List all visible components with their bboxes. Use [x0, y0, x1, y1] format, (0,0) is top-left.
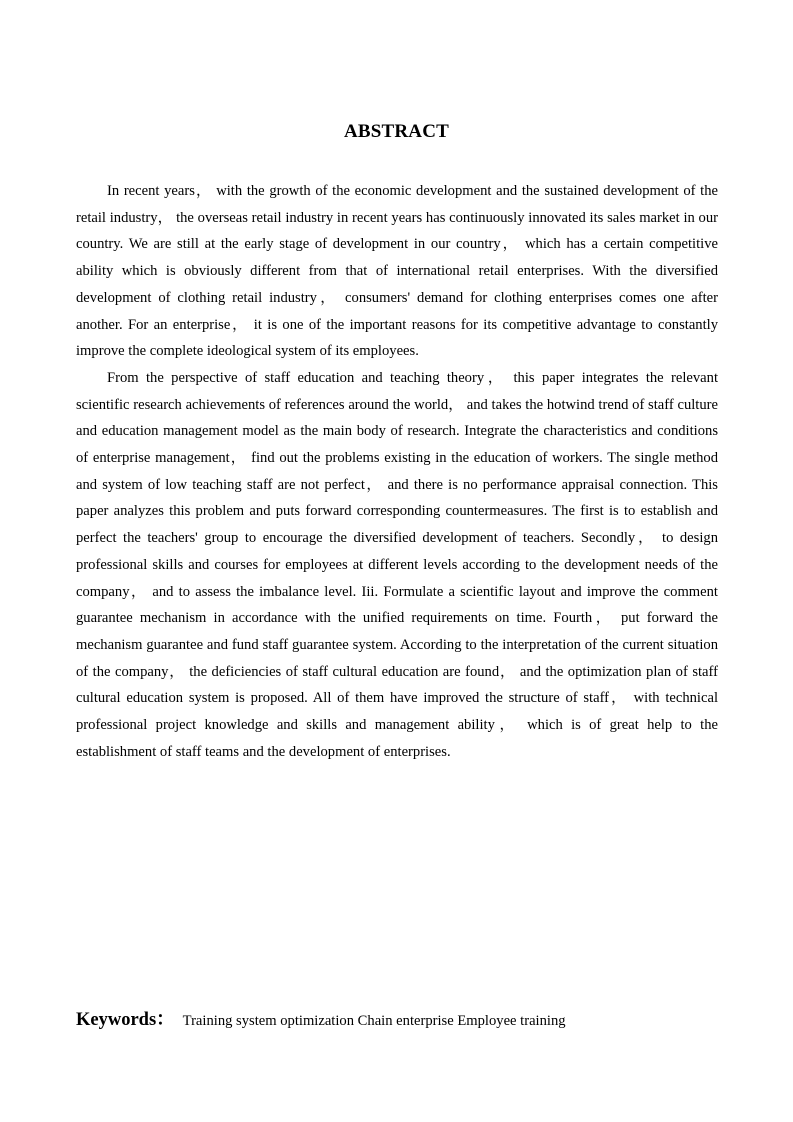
keywords-line	[76, 1005, 756, 1031]
abstract-paragraph-1: In recent years， with the growth of the economic development and the sustained development of the retail industry， the overseas retail industry in recent years has continuously innovated its sales market in our country. We are still at the early stage of development in our country， which has a certain competitive ability which is obviously different from that of international retail enterprises. With the diversified development of clothing retail industry， consumers' demand for clothing enterprises comes one after another. For an enterprise， it is one of the important reasons for its competitive advantage to constantly improve the complete ideological system of its employees.	[76, 183, 718, 360]
abstract-body	[76, 178, 718, 765]
keywords-text: Training system optimization Chain enterprise Employee training	[182, 1013, 566, 1029]
keywords-label: Keywords：	[76, 1010, 175, 1030]
abstract-title: ABSTRACT	[343, 121, 450, 142]
abstract-paragraph-2: From the perspective of staff education and teaching theory， this paper integrates the relevant scientific research achievements of references around the world， and takes the hotwind trend of staff culture and education management model as the main body of research. Integrate the characteristics and conditions of enterprise management， find out the problems existing in the education of workers. The single method and system of low teaching staff are not perfect， and there is no performance appraisal connection. This paper analyzes this problem and puts forward corresponding countermeasures. The first is to establish and perfect the teachers' group to encourage the diversified development of teachers. Secondly， to design professional skills and courses for employees at different levels according to the development needs of the company， and to assess the imbalance level. Iii. Formulate a scientific layout and improve the comment guarantee mechanism in accordance with the unified requirements on time. Fourth， put forward the mechanism guarantee and fund staff guarantee system. According to the interpretation of the current situation of the company， the deficiencies of staff cultural education are found， and the optimization plan of staff cultural education system is proposed. All of them have improved the structure of staff， with technical professional project knowledge and skills and management ability， which is of great help to the establishment of staff teams and the development of enterprises.	[76, 369, 718, 760]
